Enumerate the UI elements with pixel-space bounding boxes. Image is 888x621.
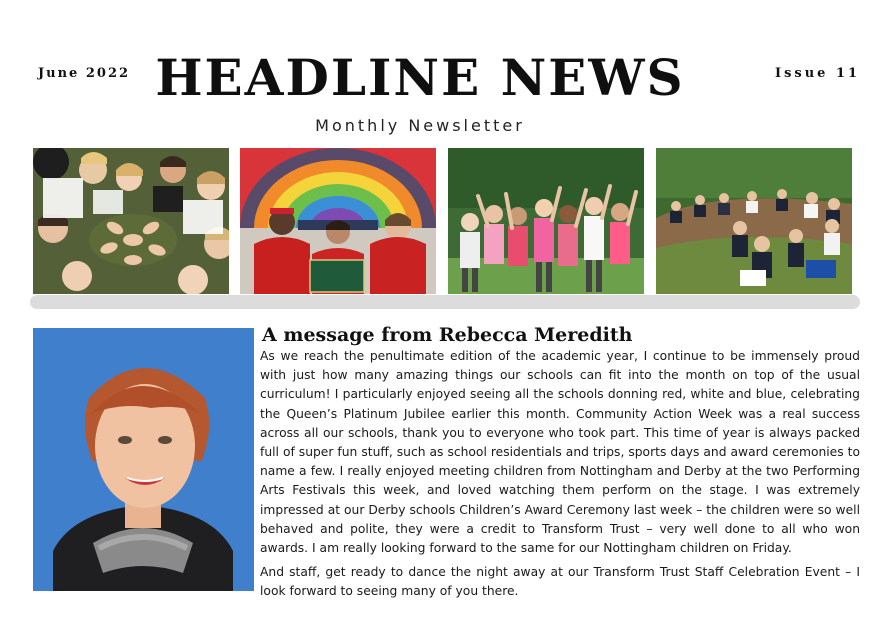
photo-children-award-rainbow	[240, 148, 436, 294]
article-paragraph: And staff, get ready to dance the night away at our Transform Trust Staff Celebration Event – I look forward to seeing many of you there.	[260, 565, 860, 599]
article-body	[260, 347, 860, 602]
issue-date: June 2022	[38, 66, 131, 81]
issue-number: Issue 11	[775, 66, 861, 81]
photo-children-cheering-field	[448, 148, 644, 294]
newsletter-subtitle: Monthly Newsletter	[315, 116, 525, 135]
portrait-rebecca-meredith	[33, 328, 254, 591]
newsletter-title: HEADLINE NEWS	[155, 48, 685, 107]
section-divider	[30, 295, 860, 309]
photo-children-hands-circle	[33, 148, 229, 294]
photo-children-hillside-trip	[656, 148, 852, 294]
article-heading: A message from Rebecca Meredith	[262, 324, 633, 346]
article-paragraph: As we reach the penultimate edition of the academic year, I continue to be immensely proud with just how many amazing things our schools can fit into the month on top of the usual curriculum! I particularly enjoyed seeing all the schools donning red, white and blue, celebrating the Queen’s Platinum Jubilee earlier this month. Community Action Week was a real success across all our schools, thank you to everyone who took part. This time of year is always packed full of super fun stuff, such as school residentials and trips, sports days and award ceremonies to name a few. I really enjoyed meeting children from Nottingham and Derby at the two Performing Arts Festivals this week, and loved watching them perform on the stage. I was extremely impressed at our Derby schools Children’s Award Ceremony last week – the children were so well behaved and polite, they were a credit to Transform Trust – very well done to all who won awards. I am really looking forward to the same for our Nottingham children on Friday.	[260, 349, 860, 556]
